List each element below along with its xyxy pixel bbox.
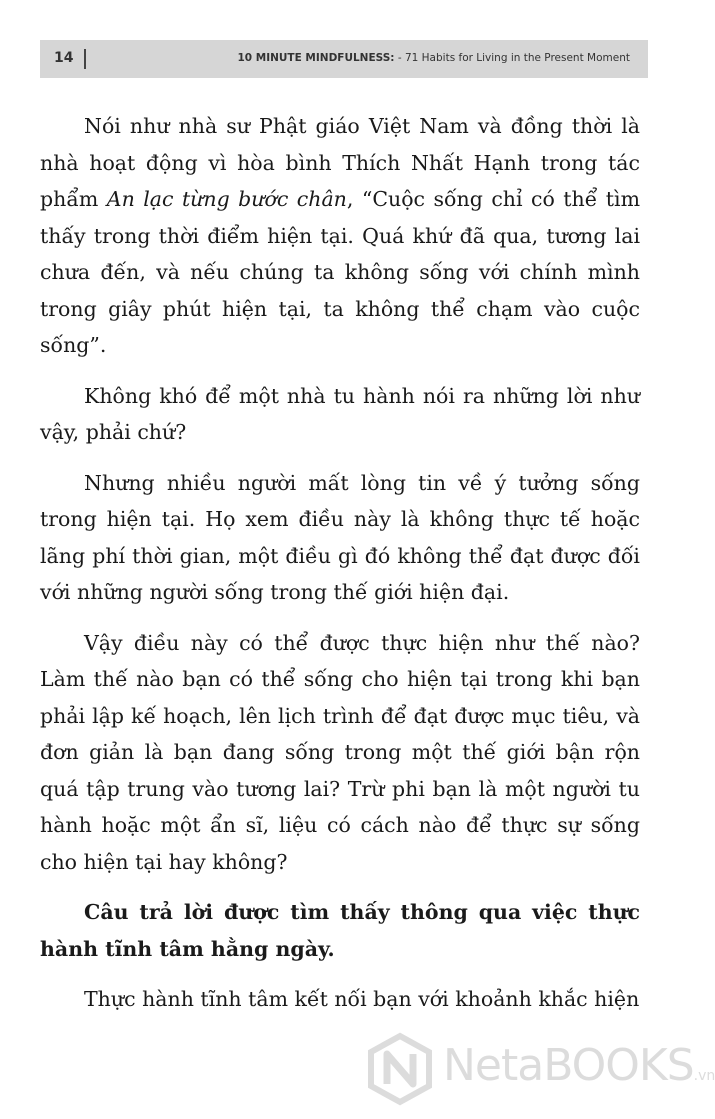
paragraph-2: Không khó để một nhà tu hành nói ra những lời như vậy, phải chứ? (40, 383, 640, 444)
running-header (40, 40, 648, 78)
book-title-italic: An lạc từng bước chân (106, 187, 347, 211)
paragraph-5-bold: Câu trả lời được tìm thấy thông qua việc thực hành tĩnh tâm hằng ngày. (40, 900, 640, 961)
paragraph-1-text-a: Nói như nhà sư Phật giáo Việt Nam và đồng thời là nhà hoạt động vì hòa bình Thích Nhất Hạnh trong tác phẩm (40, 114, 640, 211)
paragraph-1 (40, 108, 640, 364)
netabooks-logo-icon (365, 1034, 435, 1104)
page-number: 14 (54, 50, 74, 66)
paragraph-6: Thực hành tĩnh tâm kết nối bạn với khoảnh khắc hiện (84, 987, 640, 1011)
watermark-brand: NetaBOOKS (443, 1040, 694, 1091)
watermark (365, 1030, 715, 1108)
book-title (238, 52, 631, 64)
watermark-suffix: .vn (693, 1068, 715, 1084)
paragraph-3: Nhưng nhiều người mất lòng tin về ý tưởng sống trong hiện tại. Họ xem điều này là không thực tế hoặc lãng phí thời gian, một điều gì đó không thể đạt được đối với những người sống trong thế giới hiện đại. (40, 470, 640, 604)
paragraph-4: Vậy điều này có thể được thực hiện như thế nào? Làm thế nào bạn có thể sống cho hiện tại trong khi bạn phải lập kế hoạch, lên lịch trình để đạt được mục tiêu, và đơn giản là bạn đang sống trong một thế giới bận rộn quá tập trung vào tương lai? Trừ phi bạn là một người tu hành hoặc một ẩn sĩ, liệu có cách nào để thực sự sống cho hiện tại hay không? (40, 630, 640, 874)
page-body (40, 108, 640, 1032)
header-divider (84, 49, 86, 69)
paragraph-1-text-b: , “Cuộc sống chỉ có thể tìm thấy trong thời điểm hiện tại. Quá khứ đã qua, tương lai chưa đến, và nếu chúng ta không sống với chính mình trong giây phút hiện tại, ta không thể chạm vào cuộc sống”. (40, 187, 641, 357)
book-title-main: 10 MINUTE MINDFULNESS: (237, 52, 395, 64)
book-subtitle: - 71 Habits for Living in the Present Moment (394, 52, 630, 64)
watermark-text (443, 1040, 715, 1091)
